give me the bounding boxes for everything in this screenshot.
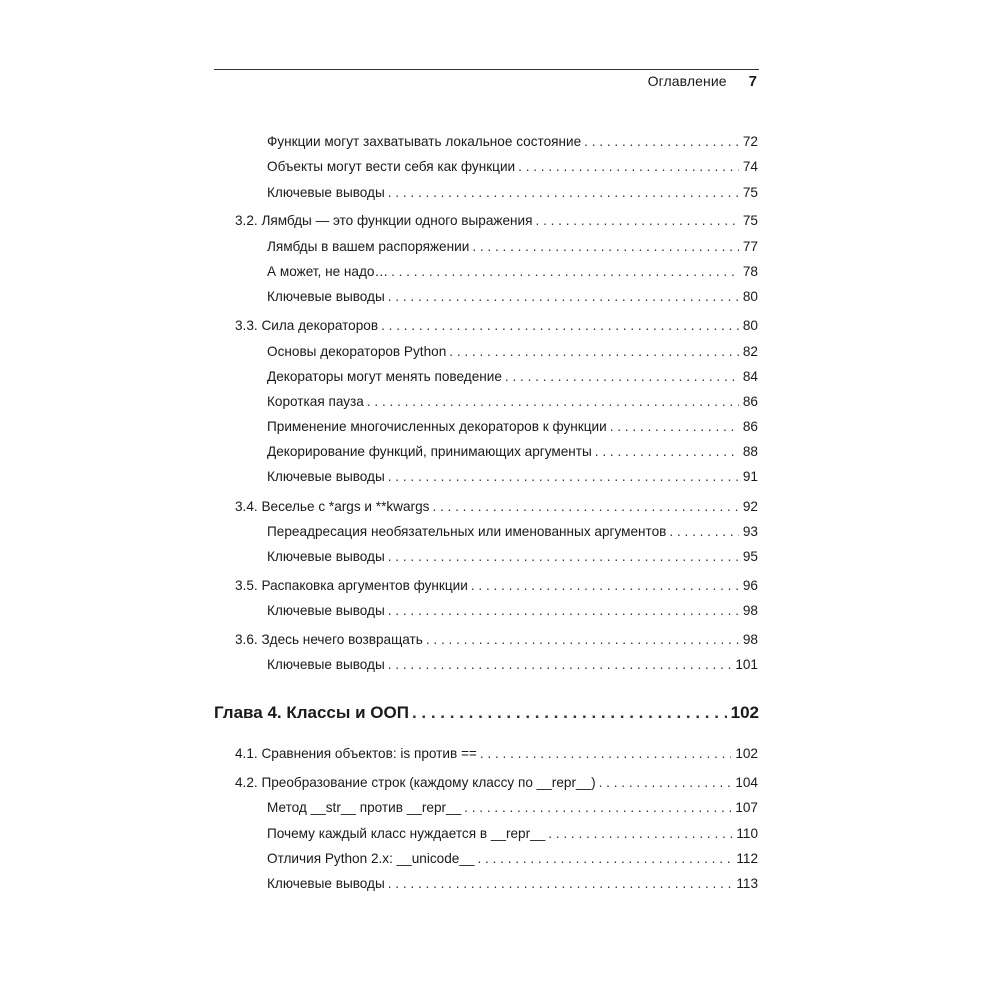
dot-leader [477,851,732,867]
running-header [214,73,759,95]
toc-entry-label: А может, не надо… [267,264,389,279]
dot-leader [472,239,739,255]
toc-subsection [267,369,758,387]
toc-entry-label: Короткая пауза [267,394,364,409]
toc-subsection [267,344,758,362]
toc-section [235,578,758,596]
toc-section [235,746,758,764]
toc-entry-label: Ключевые выводы [267,185,385,200]
dot-leader [388,603,739,619]
dot-leader [432,499,738,515]
toc-entry-page: 74 [742,159,758,174]
toc-entry-label: Лямбды в вашем распоряжении [267,239,470,254]
toc-entry-page: 80 [742,318,758,333]
toc-entry-label: Почему каждый класс нуждается в __repr__ [267,826,546,841]
dot-leader [388,289,739,305]
dot-leader [480,746,731,762]
toc-entry-label: 3.2. Лямбды — это функции одного выражения [235,213,533,228]
toc-entry-page: 84 [742,369,758,384]
toc-entry-label: Переадресация необязательных или именованных аргументов [267,524,667,539]
dot-leader [599,775,732,791]
toc-subsection [267,419,758,437]
toc-entry-label: Ключевые выводы [267,289,385,304]
toc-entry-label: Ключевые выводы [267,469,385,484]
toc-section [235,632,758,650]
toc-entry-label: Объекты могут вести себя как функции [267,159,516,174]
dot-leader [518,159,739,175]
toc-entry-page: 93 [742,524,758,539]
toc-section [235,775,758,793]
dot-leader [536,213,739,229]
toc-entry-label: 3.4. Веселье с *args и **kwargs [235,499,430,514]
toc-subsection [267,800,758,818]
toc-subsection [267,469,758,487]
dot-leader [584,134,739,150]
dot-leader [388,549,739,565]
toc-entry-page: 86 [742,419,758,434]
dot-leader [388,657,732,673]
toc-entry-page: 82 [742,344,758,359]
toc-entry-page: 72 [742,134,758,149]
toc-subsection [267,549,758,567]
toc-section [235,318,758,336]
dot-leader [388,185,739,201]
dot-leader [548,826,732,842]
toc-entry-label: 3.6. Здесь нечего возвращать [235,632,423,647]
toc-subsection [267,239,758,257]
dot-leader [426,632,739,648]
dot-leader [391,264,739,280]
toc-subsection [267,524,758,542]
toc-subsection [267,134,758,152]
toc-entry-page: 110 [736,826,758,841]
toc-entry-page: 98 [742,603,758,618]
dot-leader [367,394,739,410]
dot-leader [388,876,733,892]
toc-subsection [267,851,758,869]
dot-leader [381,318,739,334]
toc-entry-page: 101 [735,657,758,672]
dot-leader [464,800,731,816]
toc-entry-label: Декораторы могут менять поведение [267,369,502,384]
toc-entry-label: Ключевые выводы [267,876,385,891]
toc-subsection [267,826,758,844]
toc-entry-page: 96 [742,578,758,593]
toc-subsection [267,603,758,621]
toc-entry-page: 77 [742,239,758,254]
toc-subsection [267,876,758,894]
toc-entry-label: Ключевые выводы [267,549,385,564]
toc-section [235,499,758,517]
header-rule [214,69,759,70]
toc-entry-page: 98 [742,632,758,647]
toc-entry-page: 78 [742,264,758,279]
toc-entry-page: 112 [736,851,758,866]
running-header-page-number: 7 [748,73,757,90]
toc-entry-label: Функции могут захватывать локальное состояние [267,134,582,149]
toc-chapter [214,705,759,727]
toc-subsection [267,394,758,412]
toc-entry-page: 102 [735,746,758,761]
toc-entry-label: Отличия Python 2.x: __unicode__ [267,851,475,866]
toc-entry-page: 80 [742,289,758,304]
dot-leader [412,705,727,721]
toc-entry-label: 4.2. Преобразование строк (каждому классу по __repr__) [235,775,596,790]
toc-entry-label: Основы декораторов Python [267,344,447,359]
toc-entry-page: 91 [742,469,758,484]
toc-subsection [267,289,758,307]
toc-entry-page: 88 [742,444,758,459]
toc-entry-page: 95 [742,549,758,564]
dot-leader [388,469,739,485]
toc-entry-label: 3.3. Сила декораторов [235,318,379,333]
toc-entry-page: 75 [742,185,758,200]
toc-entry-label: 4.1. Сравнения объектов: is против == [235,746,477,761]
dot-leader [471,578,739,594]
running-header-title: Оглавление [647,73,727,89]
toc-subsection [267,657,758,675]
toc-subsection [267,444,758,462]
toc-entry-label: Декорирование функций, принимающих аргументы [267,444,592,459]
toc-entry-label: Применение многочисленных декораторов к функции [267,419,607,434]
toc-entry-page: 92 [742,499,758,514]
toc-entry-label: Метод __str__ против __repr__ [267,800,462,815]
toc-subsection [267,264,758,282]
toc-subsection [267,185,758,203]
toc-subsection [267,159,758,177]
toc-entry-page: 104 [735,775,758,790]
toc-entry-label: Ключевые выводы [267,603,385,618]
toc-entry-label: Ключевые выводы [267,657,385,672]
toc-entry-page: 75 [742,213,758,228]
dot-leader [449,344,739,360]
dot-leader [595,444,739,460]
toc-entry-label: 3.5. Распаковка аргументов функции [235,578,468,593]
dot-leader [505,369,739,385]
toc-entry-page: 107 [735,800,758,815]
dot-leader [610,419,739,435]
toc-section [235,213,758,231]
toc-entry-page: 113 [736,876,758,891]
toc-entry-page: 102 [730,703,759,722]
dot-leader [669,524,738,540]
toc-entry-page: 86 [742,394,758,409]
toc-entry-label: Глава 4. Классы и ООП [214,703,409,722]
